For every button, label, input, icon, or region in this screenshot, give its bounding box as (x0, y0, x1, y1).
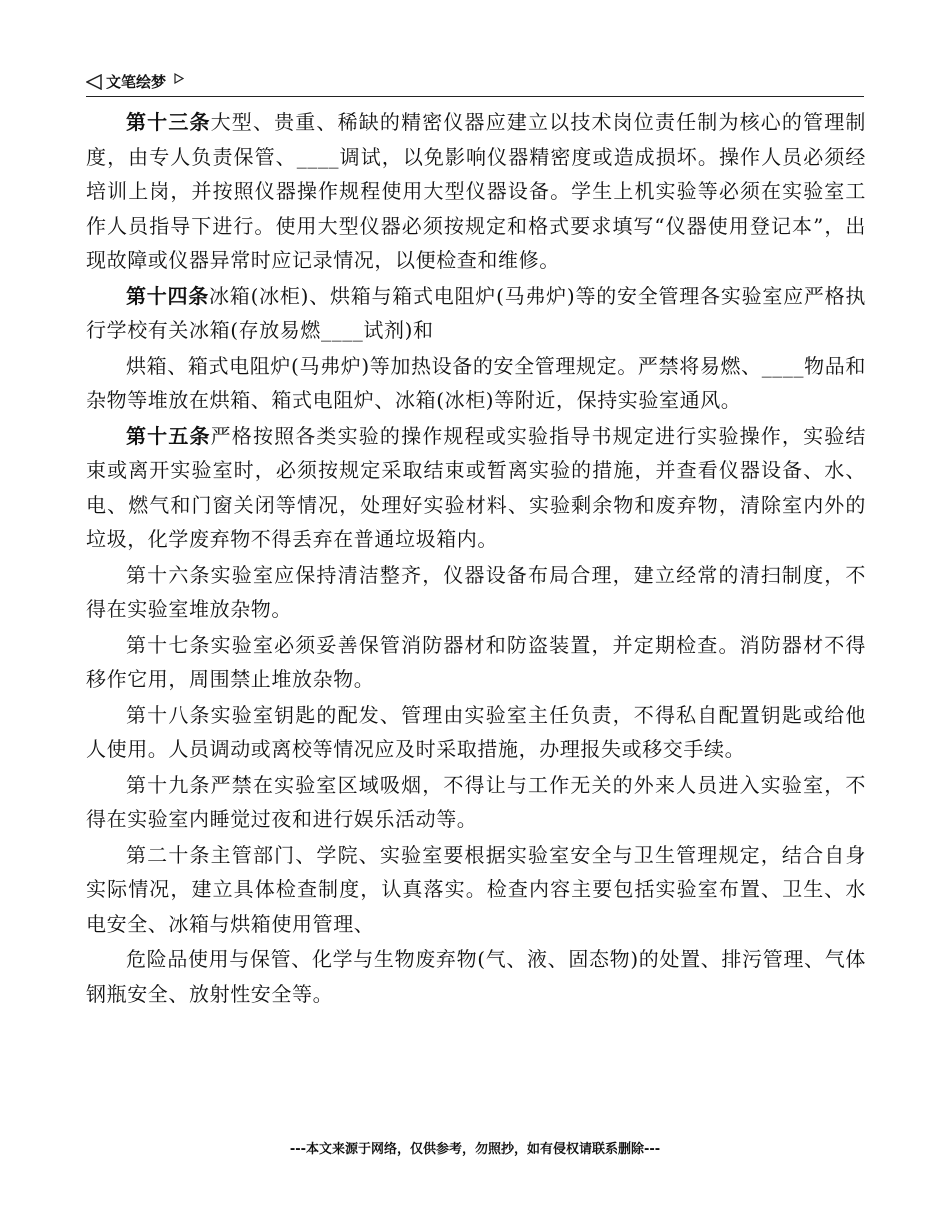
article-number: 第十四条 (126, 283, 210, 308)
paragraph-article-17 (86, 628, 866, 697)
paragraph-text: 冰箱(冰柜)、烘箱与箱式电阻炉(马弗炉)等的安全管理各实验室应严格执行学校有关冰箱(存放易燃____试剂)和 (86, 283, 866, 342)
paragraph-article-15 (86, 419, 866, 557)
page-header (86, 66, 864, 97)
header-brand: 文笔绘梦 (106, 73, 167, 91)
article-number: 第十五条 (126, 423, 211, 448)
document-body (86, 105, 866, 1011)
paragraph-article-14-continued (86, 349, 866, 418)
paragraph-text: 烘箱、箱式电阻炉(马弗炉)等加热设备的安全管理规定。严禁将易燃、____物品和杂物等堆放在烘箱、箱式电阻炉、冰箱(冰柜)等附近，保持实验室通风。 (86, 353, 866, 412)
paragraph-article-18 (86, 698, 866, 767)
paragraph-text: 大型、贵重、稀缺的精密仪器应建立以技术岗位责任制为核心的管理制度，由专人负责保管、____调试，以免影响仪器精密度或造成损坏。操作人员必须经培训上岗，并按照仪器操作规程使用大型仪器设备。学生上机实验等必须在实验室工作人员指导下进行。使用大型仪器必须按规定和格式要求填写“仪器使用登记本”，出现故障或仪器异常时应记录情况，以便检查和维修。 (86, 110, 866, 272)
paragraph-article-19 (86, 768, 866, 837)
triangle-right-icon (174, 73, 184, 84)
paragraph-text: 第二十条主管部门、学院、实验室要根据实验室安全与卫生管理规定，结合自身实际情况，建立具体检查制度，认真落实。检查内容主要包括实验室布置、卫生、水电安全、冰箱与烘箱使用管理、 (86, 842, 866, 936)
paragraph-text: 第十七条实验室必须妥善保管消防器材和防盗装置，并定期检查。消防器材不得移作它用，周围禁止堆放杂物。 (86, 632, 866, 691)
paragraph-text: 第十八条实验室钥匙的配发、管理由实验室主任负责，不得私自配置钥匙或给他人使用。人员调动或离校等情况应及时采取措施，办理报失或移交手续。 (86, 702, 866, 761)
paragraph-text: 第十六条实验室应保持清洁整齐，仪器设备布局合理，建立经常的清扫制度，不得在实验室堆放杂物。 (86, 562, 866, 621)
paragraph-text: 严格按照各类实验的操作规程或实验指导书规定进行实验操作，实验结束或离开实验室时，必须按规定采取结束或暂离实验的措施，并查看仪器设备、水、电、燃气和门窗关闭等情况，处理好实验材料、实验剩余物和废弃物，清除室内外的垃圾，化学废弃物不得丢弃在普通垃圾箱内。 (86, 423, 866, 551)
paragraph-article-13 (86, 105, 866, 278)
paragraph-article-14 (86, 279, 866, 348)
paragraph-text: 危险品使用与保管、化学与生物废弃物(气、液、固态物)的处置、排污管理、气体钢瓶安全、放射性安全等。 (86, 947, 866, 1006)
footer-disclaimer: ---本文来源于网络，仅供参考，勿照抄，如有侵权请联系删除--- (289, 1142, 661, 1157)
article-number: 第十三条 (126, 110, 211, 134)
paragraph-article-16 (86, 558, 866, 627)
paragraph-article-20-continued (86, 942, 866, 1011)
paragraph-text: 第十九条严禁在实验室区域吸烟，不得让与工作无关的外来人员进入实验室，不得在实验室内睡觉过夜和进行娱乐活动等。 (86, 772, 866, 831)
paragraph-article-20 (86, 838, 866, 942)
triangle-left-icon (86, 74, 102, 90)
